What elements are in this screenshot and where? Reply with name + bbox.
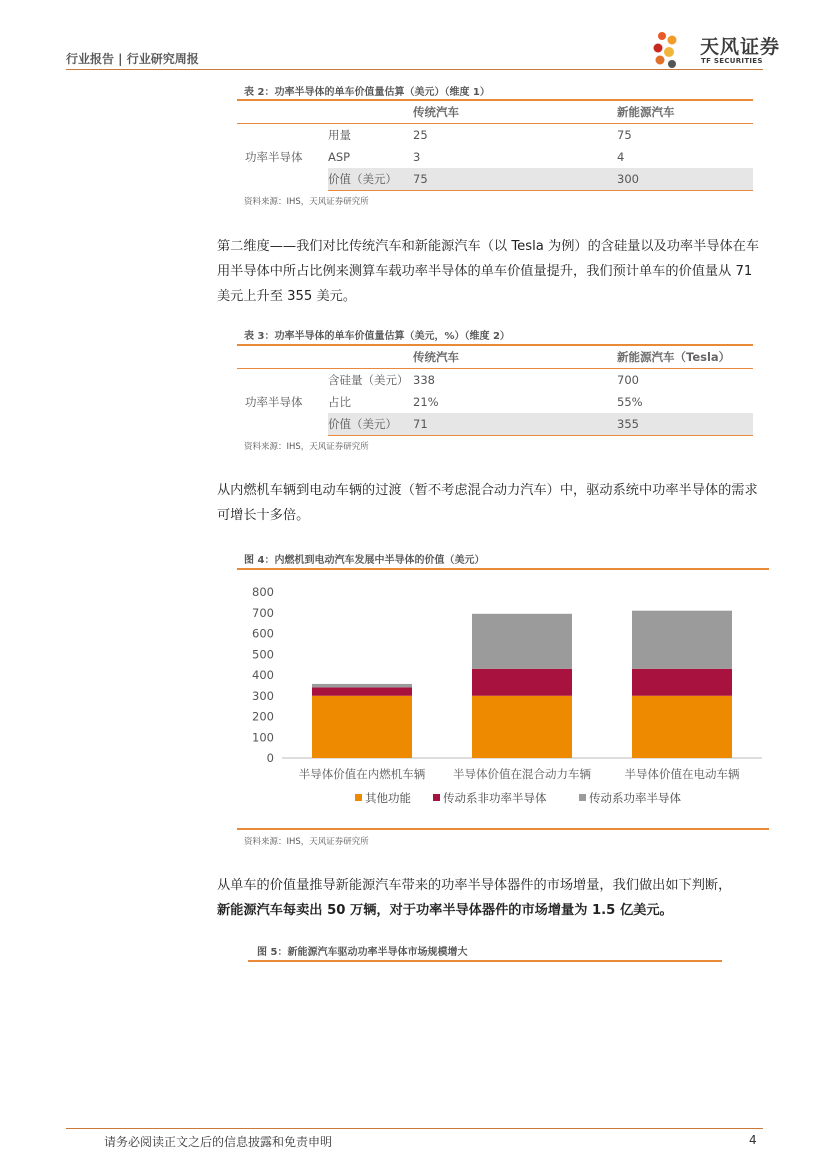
- semiconductor-value-chart: [237, 570, 769, 825]
- table2-row-label: 价值（美元）: [328, 168, 413, 191]
- page-number: 4: [749, 1133, 757, 1147]
- x-tick-label: 半导体价值在电动车辆: [624, 767, 740, 781]
- table3-source: 资料来源：IHS，天风证券研究所: [244, 442, 369, 452]
- y-tick-label: 700: [252, 605, 274, 620]
- table2-cell: 3: [413, 150, 421, 164]
- table3-col1-header: 传统汽车: [413, 346, 617, 369]
- conclusion-line: 从单车的价值量推导新能源汽车带来的功率半导体器件的市场增量，我们做出如下判断，: [217, 878, 732, 893]
- y-tick-label: 200: [252, 709, 274, 724]
- table2-caption: 表 2：功率半导体的单车价值量估算（美元）（维度 1）: [244, 87, 490, 98]
- table2-row-label: ASP: [328, 150, 351, 164]
- table2-cell: 4: [617, 150, 625, 164]
- body-paragraph: 从内燃机车辆到电动车辆的过渡（暂不考虑混合动力汽车）中，驱动系统中功率半导体的需求可增长十多倍。: [217, 483, 758, 523]
- table2-source: 资料来源：IHS，天风证券研究所: [244, 197, 369, 207]
- table3-caption: 表 3：功率半导体的单车价值量估算（美元，%）（维度 2）: [244, 331, 510, 342]
- legend-label: 其他功能: [365, 791, 411, 805]
- y-tick-label: 0: [266, 751, 274, 765]
- table3-cell: 355: [617, 413, 753, 436]
- table2-row-label: 用量: [328, 128, 351, 142]
- bar-segment: [472, 669, 572, 696]
- bar-segment: [632, 611, 732, 669]
- logo-english-name: TF SECURITIES: [701, 57, 763, 65]
- legend-swatch: [433, 794, 440, 801]
- legend-label: 传动系非功率半导体: [443, 791, 547, 805]
- y-tick-label: 100: [252, 730, 274, 745]
- bar-segment: [472, 614, 572, 669]
- table2: [237, 101, 753, 191]
- legend-swatch: [355, 794, 362, 801]
- y-tick-label: 400: [252, 668, 274, 682]
- body-paragraph: 第二维度——我们对比传统汽车和新能源汽车（以 Tesla 为例）的含硅量以及功率半导体在车用半导体中所占比例来测算车载功率半导体的单车价值量提升，我们预计单车的价值量从 71 美元上升至 355 美元。: [217, 239, 760, 304]
- footer-divider: [66, 1128, 763, 1129]
- x-tick-label: 半导体价值在内燃机车辆: [298, 767, 426, 781]
- legend-label: 传动系功率半导体: [589, 791, 681, 805]
- report-section-label: 行业报告 | 行业研究周报: [66, 52, 199, 66]
- bar-segment: [312, 684, 412, 688]
- table2-col1-header: 传统汽车: [413, 101, 617, 124]
- table3-cell: 55%: [617, 395, 643, 409]
- table3-row-label: 含硅量（美元）: [328, 373, 409, 387]
- table3-row-label: 价值（美元）: [328, 413, 413, 436]
- y-tick-label: 500: [252, 647, 274, 662]
- bar-segment: [632, 669, 732, 696]
- conclusion-highlight: 新能源汽车每卖出 50 万辆，对于功率半导体器件的市场增量为 1.5 亿美元。: [217, 903, 673, 918]
- figure4-caption: 图 4：内燃机到电动汽车发展中半导体的价值（美元）: [244, 555, 485, 566]
- figure5-caption: 图 5：新能源汽车驱动功率半导体市场规模增大: [257, 947, 468, 958]
- table2-cell: 75: [413, 168, 617, 191]
- logo-chinese-name: 天风证券: [700, 36, 781, 58]
- bar-segment: [312, 687, 412, 695]
- table3-row-group: 功率半导体: [245, 395, 303, 410]
- table3: [237, 346, 753, 436]
- bar-segment: [472, 696, 572, 758]
- table3-col2-header: 新能源汽车（Tesla）: [617, 346, 753, 369]
- figure4-source: 资料来源：IHS，天风证券研究所: [244, 837, 369, 847]
- bar-segment: [632, 696, 732, 758]
- table3-cell: 700: [617, 373, 639, 387]
- legend-swatch: [579, 794, 586, 801]
- table3-row-label: 占比: [328, 395, 351, 409]
- table2-cell: 25: [413, 128, 428, 142]
- bar-segment: [312, 696, 412, 758]
- x-tick-label: 半导体价值在混合动力车辆: [453, 767, 591, 781]
- table3-cell: 71: [413, 413, 617, 436]
- table2-cell: 300: [617, 168, 753, 191]
- footer-disclaimer: 请务必阅读正文之后的信息披露和免责申明: [104, 1135, 333, 1149]
- figure4-bottom-rule: [237, 828, 769, 830]
- table2-cell: 75: [617, 128, 632, 142]
- figure5-top-rule: [248, 960, 722, 962]
- table3-cell: 21%: [413, 395, 439, 409]
- y-tick-label: 300: [252, 688, 274, 703]
- y-tick-label: 800: [252, 585, 274, 599]
- table3-cell: 338: [413, 373, 435, 387]
- y-tick-label: 600: [252, 626, 274, 641]
- table2-row-group: 功率半导体: [245, 150, 303, 165]
- conclusion-paragraph: [217, 873, 762, 923]
- table2-col2-header: 新能源汽车: [617, 101, 753, 124]
